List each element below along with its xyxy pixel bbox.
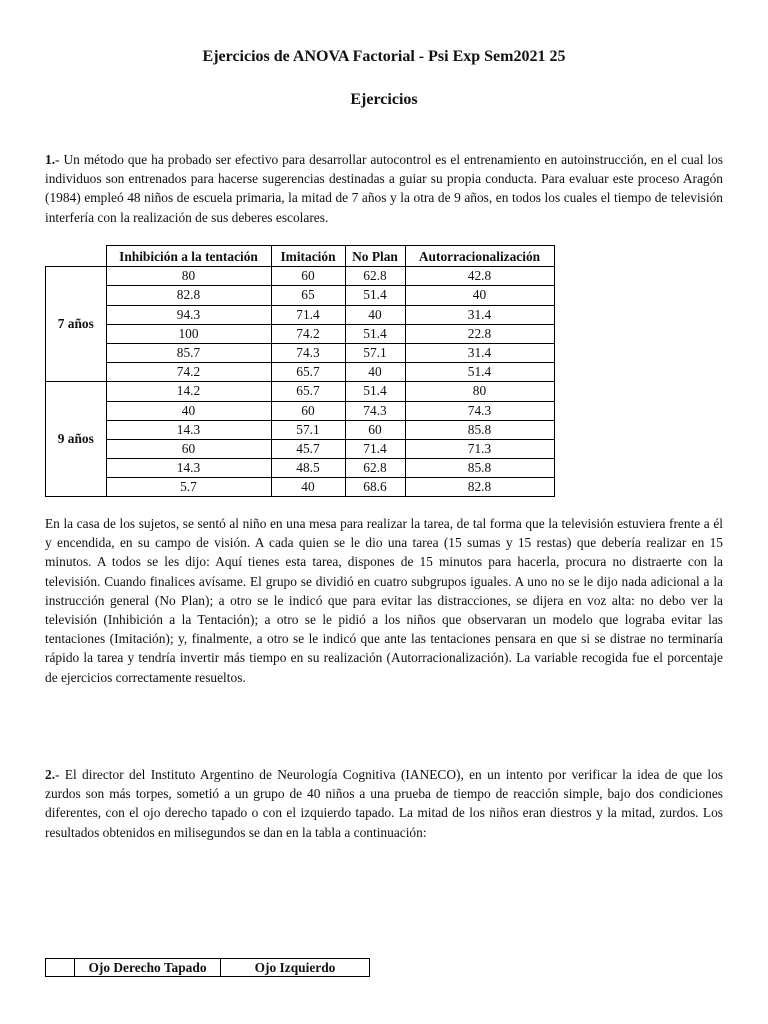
- table-cell: 5.7: [106, 478, 271, 497]
- table-cell: 62.8: [345, 459, 405, 478]
- exercise-2-number: 2.: [45, 767, 56, 782]
- table-row: [46, 286, 555, 305]
- col-header: Imitación: [271, 246, 345, 267]
- table-header-row: [46, 246, 555, 267]
- section-title: Ejercicios: [350, 91, 418, 108]
- table-cell: 48.5: [271, 459, 345, 478]
- table-row: [46, 382, 555, 401]
- table-cell: 60: [271, 401, 345, 420]
- table-row: [46, 478, 555, 497]
- table-cell: 94.3: [106, 305, 271, 324]
- table-cell: 60: [271, 267, 345, 286]
- exercise-2-intro: [45, 765, 723, 842]
- table-cell: 65.7: [271, 363, 345, 382]
- table-cell: 60: [106, 439, 271, 458]
- table-cell: 51.4: [345, 324, 405, 343]
- table-cell: 57.1: [271, 420, 345, 439]
- table-cell: 40: [345, 305, 405, 324]
- table-header-row: [46, 959, 370, 977]
- table-cell: 14.2: [106, 382, 271, 401]
- table-cell: 60: [345, 420, 405, 439]
- col-header: No Plan: [345, 246, 405, 267]
- table-cell: 40: [345, 363, 405, 382]
- table-cell: 51.4: [405, 363, 554, 382]
- table-cell: 22.8: [405, 324, 554, 343]
- exercise-1-number: 1.: [45, 152, 56, 167]
- table-row: [46, 401, 555, 420]
- table-cell: 85.7: [106, 343, 271, 362]
- table-cell: 74.3: [345, 401, 405, 420]
- group-label: 9 años: [46, 382, 107, 497]
- table-row: [46, 343, 555, 362]
- group-label: 7 años: [46, 267, 107, 382]
- table-cell: 51.4: [345, 286, 405, 305]
- corner-cell: [46, 246, 107, 267]
- col-header: Ojo Izquierdo: [221, 959, 370, 977]
- exercise-2-table: [45, 958, 370, 977]
- table-cell: 14.3: [106, 420, 271, 439]
- table-cell: 74.2: [271, 324, 345, 343]
- document-title: Ejercicios de ANOVA Factorial - Psi Exp Sem2021 25: [202, 48, 566, 65]
- table-cell: 31.4: [405, 305, 554, 324]
- table-cell: 71.3: [405, 439, 554, 458]
- col-header: Inhibición a la tentación: [106, 246, 271, 267]
- table-cell: 14.3: [106, 459, 271, 478]
- table-cell: 71.4: [271, 305, 345, 324]
- table-cell: 40: [106, 401, 271, 420]
- table-cell: 80: [106, 267, 271, 286]
- table-cell: 45.7: [271, 439, 345, 458]
- table-cell: 80: [405, 382, 554, 401]
- table-row: [46, 267, 555, 286]
- exercise-1-intro-text: - Un método que ha probado ser efectivo para desarrollar autocontrol es el entrenamiento en autoinstrucción, en el cual los individuos son entrenados para hacerse sugerencias destinadas a guiar su propia conducta. Para evaluar este proceso Aragón (1984) empleó 48 niños de escuela primaria, la mitad de 7 años y la otra de 9 años, en todos los cuales el tiempo de televisión interfería con la realización de sus deberes escolares.: [45, 152, 723, 225]
- table-cell: 31.4: [405, 343, 554, 362]
- table-cell: 65.7: [271, 382, 345, 401]
- table-cell: 74.3: [405, 401, 554, 420]
- table-row: [46, 420, 555, 439]
- table-cell: 68.6: [345, 478, 405, 497]
- table-cell: 100: [106, 324, 271, 343]
- exercise-2-intro-text: - El director del Instituto Argentino de Neurología Cognitiva (IANECO), en un intento por verificar la idea de que los zurdos son más torpes, sometió a un grupo de 40 niños a una prueba de tiempo de reacción simple, bajo dos condiciones diferentes, con el ojo derecho tapado o con el izquierdo tapado. La mitad de los niños eran diestros y la mitad, zurdos. Los resultados obtenidos en milisegundos se dan en la tabla a continuación:: [45, 767, 723, 840]
- table-cell: 62.8: [345, 267, 405, 286]
- table-cell: 71.4: [345, 439, 405, 458]
- table-cell: 40: [405, 286, 554, 305]
- table-row: [46, 363, 555, 382]
- table-row: [46, 324, 555, 343]
- col-header: Autorracionalización: [405, 246, 554, 267]
- table-cell: 82.8: [405, 478, 554, 497]
- table-cell: 51.4: [345, 382, 405, 401]
- table-row: [46, 305, 555, 324]
- table-cell: 57.1: [345, 343, 405, 362]
- col-header: Ojo Derecho Tapado: [75, 959, 221, 977]
- table-cell: 74.3: [271, 343, 345, 362]
- exercise-1-intro: [45, 150, 723, 227]
- table-cell: 85.8: [405, 459, 554, 478]
- table-cell: 82.8: [106, 286, 271, 305]
- corner-cell: [46, 959, 75, 977]
- exercise-1-table: [45, 245, 555, 497]
- table-cell: 65: [271, 286, 345, 305]
- table-row: [46, 459, 555, 478]
- table-cell: 74.2: [106, 363, 271, 382]
- table-row: [46, 439, 555, 458]
- table-cell: 85.8: [405, 420, 554, 439]
- table-cell: 42.8: [405, 267, 554, 286]
- exercise-1-description: En la casa de los sujetos, se sentó al niño en una mesa para realizar la tarea, de tal forma que la televisión estuviera frente a él y encendida, en su campo de visión. A cada quien se le dio una tarea (15 sumas y 15 restas) que debería realizar en 15 minutos. A todos se les dijo: Aquí tienes esta tarea, dispones de 15 minutos para hacerla, procura no distraerte con la televisión. Cuando finalices avísame. El grupo se dividió en cuatro subgrupos iguales. A uno no se le dijo nada adicional a la instrucción general (No Plan); a otro se le indicó que para evitar las distracciones, se dijera en voz alta: no debo ver la televisión (Inhibición a la Tentación); a otro se le pidió a los niños que observaran un modelo que lograba evitar las tentaciones (Imitación); y, finalmente, a otro se le indicó que ante las tentaciones pensara en que si se distrae no terminaría rápido la tarea y tendría invertir más tiempo en su realización (Autorracionalización). La variable recogida fue el porcentaje de ejercicios correctamente resueltos.: [45, 516, 723, 685]
- table-cell: 40: [271, 478, 345, 497]
